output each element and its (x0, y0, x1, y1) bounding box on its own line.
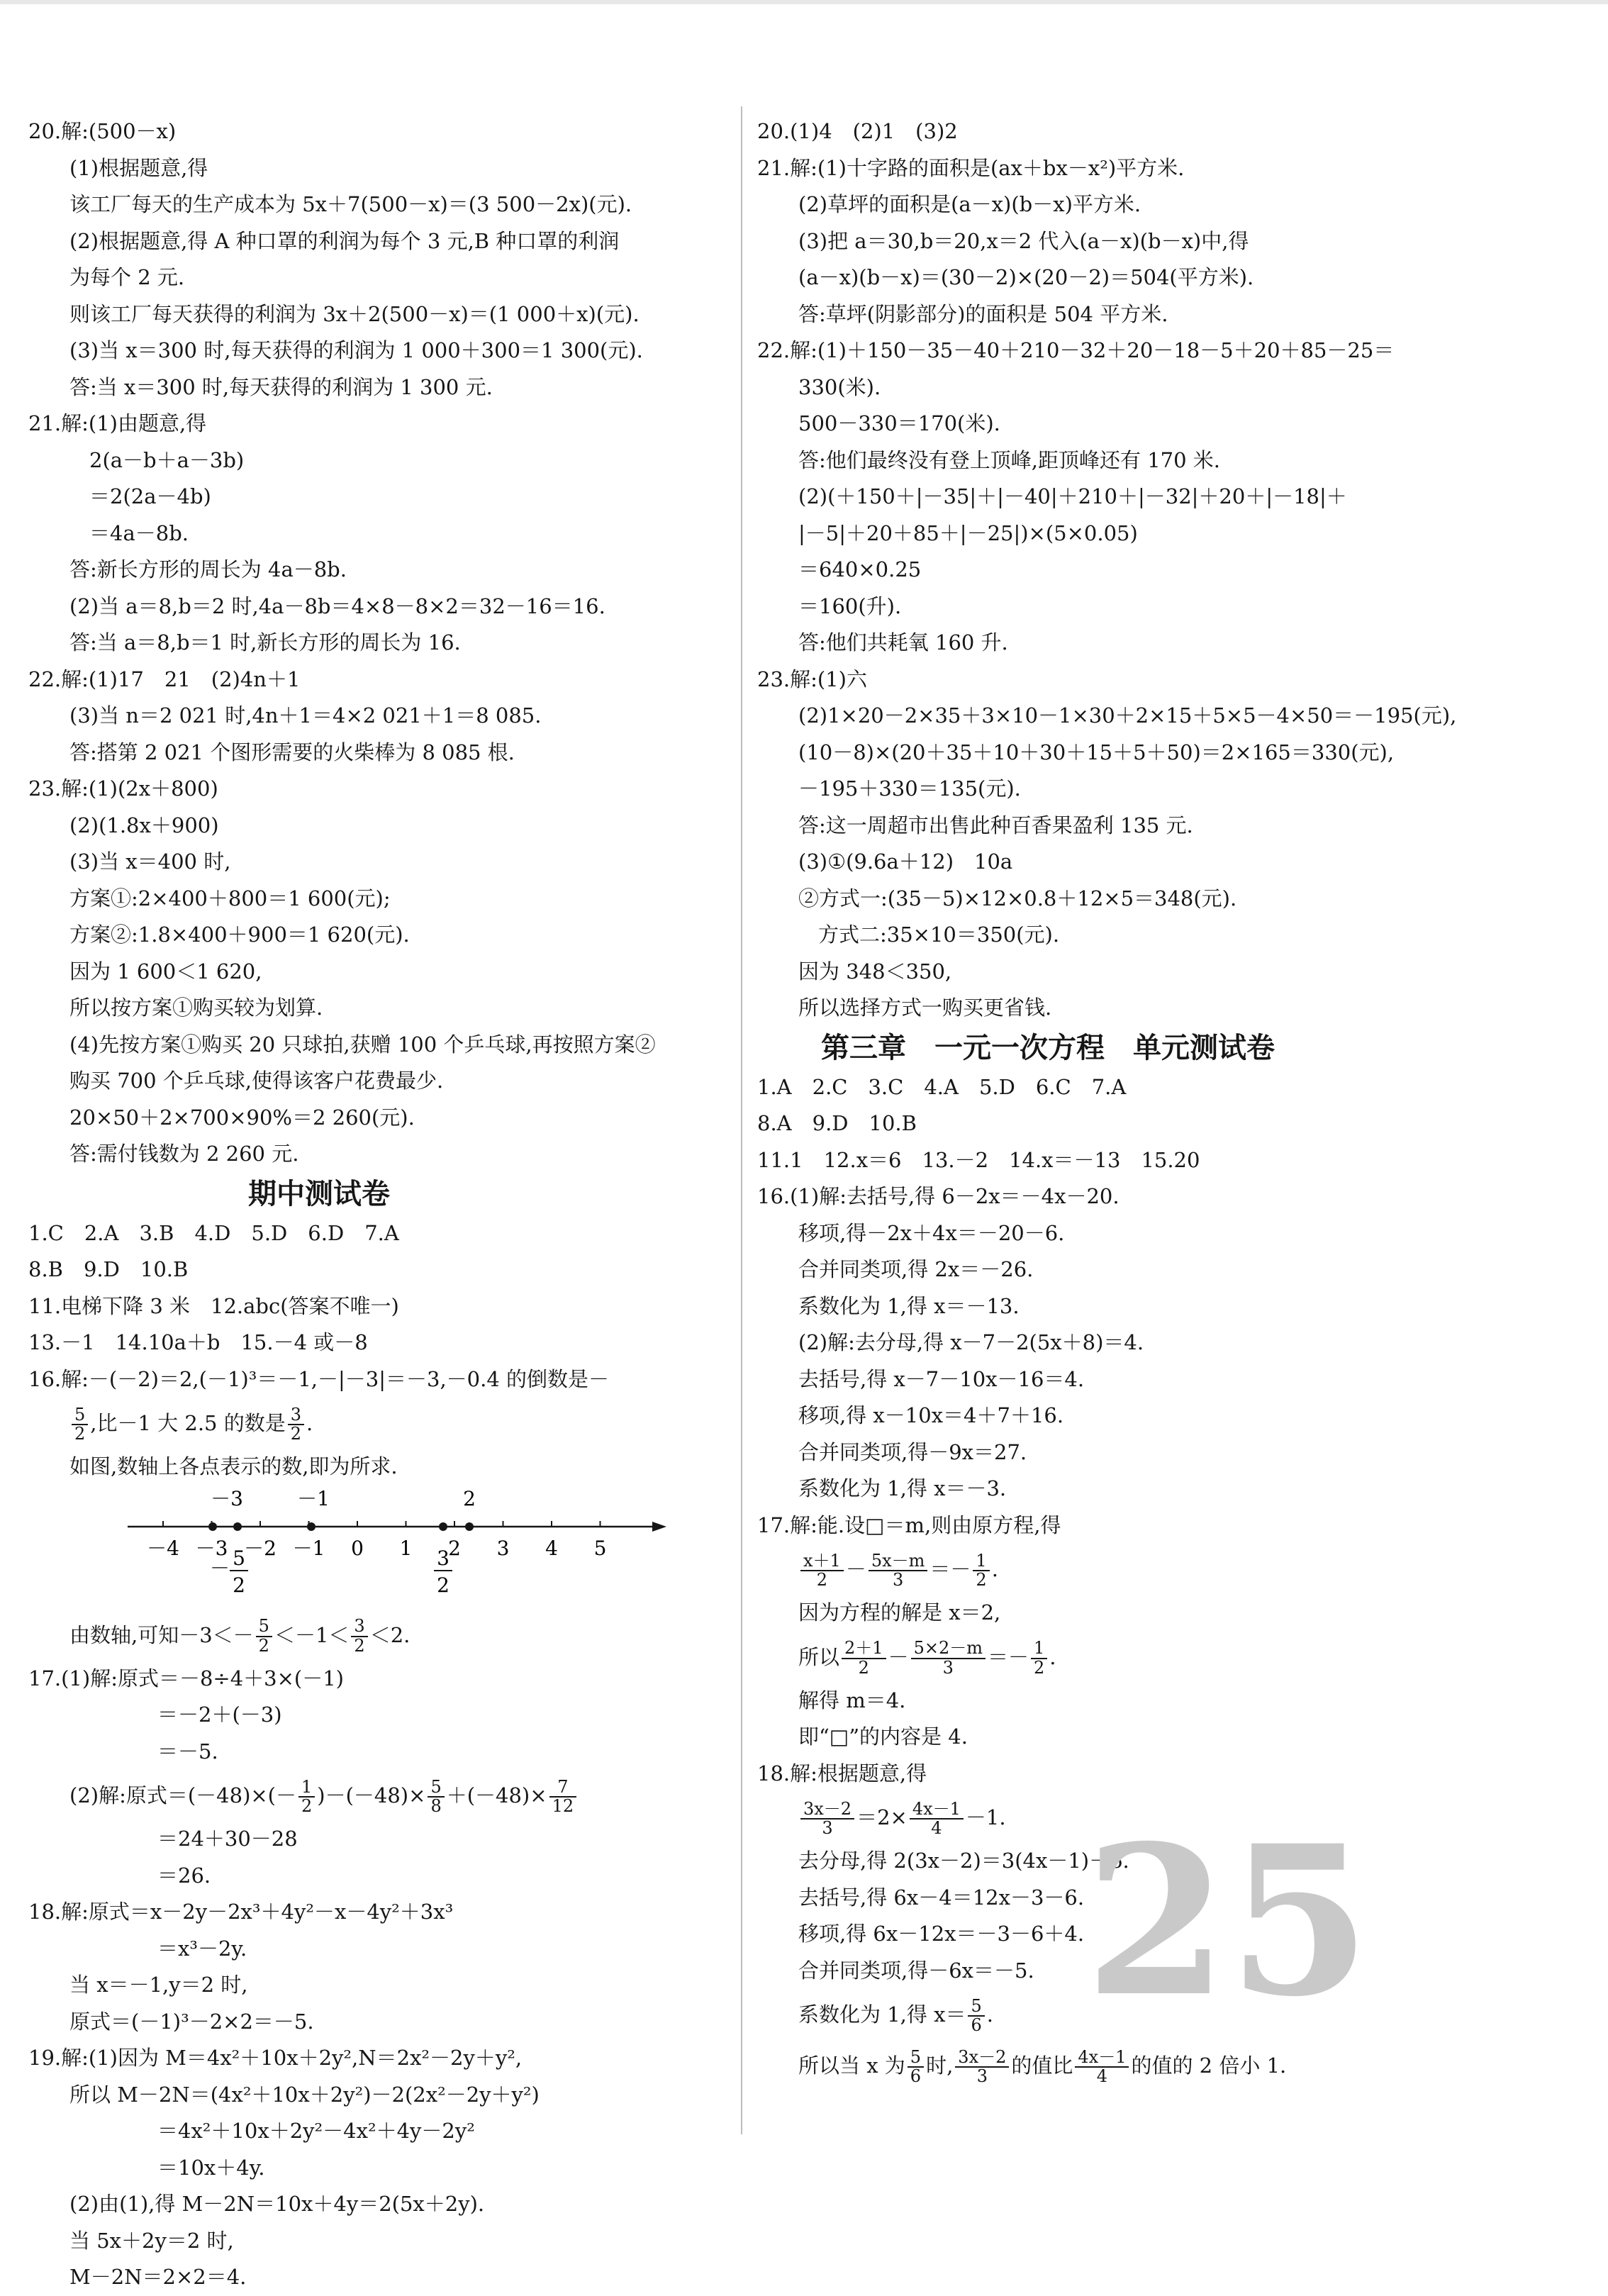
fraction-line: 所以当 x 为 $\frac{5}{6}$ 时, $\frac{3x-2}{3}$ 的值比 $\frac{4x-1}{4}$ 的值的 2 倍小 1. (798, 2046, 1287, 2086)
point-label: －1 (297, 1486, 330, 1510)
answer-line: 答:他们共耗氧 160 升. (798, 630, 1008, 654)
answer-line: 答:新长方形的周长为 4a－8b. (69, 557, 347, 581)
page-number: 25 (1085, 1801, 1371, 2042)
answer-line: 答:当 a＝8,b＝1 时,新长方形的周长为 16. (69, 630, 461, 654)
answer-line: (3)把 a＝30,b＝20,x＝2 代入(a－x)(b－x)中,得 (798, 228, 1249, 253)
point-marker (439, 1522, 447, 1531)
fraction: $\frac{5}{6}$ (968, 1997, 984, 2034)
answer-line: －195＋330＝135(元). (798, 776, 1021, 801)
fraction: $\frac{5}{6}$ (908, 2049, 924, 2085)
answer-line: 合并同类项,得－6x＝－5. (798, 1958, 1034, 1983)
answer-line: 解得 m＝4. (798, 1688, 906, 1712)
answer-line: 移项,得 x－10x＝4＋7＋16. (798, 1403, 1064, 1427)
answer-line: 答:当 x＝300 时,每天获得的利润为 1 300 元. (69, 374, 493, 399)
answer-line: ＝640×0.25 (798, 557, 922, 581)
answer-line: (3)①(9.6a＋12) 10a (798, 849, 1013, 874)
number-line-figure (28, 1486, 730, 1610)
answer-line: 合并同类项,得－9x＝27. (798, 1439, 1027, 1464)
fraction: $\frac{1}{2}$ (298, 1778, 315, 1815)
answer-line: (10－8)×(20＋35＋10＋30＋15＋5＋50)＝2×165＝330(元), (798, 740, 1395, 764)
answer-line: 22.解:(1)17 21 (2)4n＋1 (28, 667, 301, 691)
answer-line: ＝2(2a－4b) (89, 484, 211, 508)
fraction: $\frac{5x-m}{3}$ (869, 1552, 928, 1589)
answer-line: ＝4a－8b. (89, 520, 189, 545)
answer-line: 方案②:1.8×400＋900＝1 620(元). (69, 923, 410, 947)
number-line-svg (28, 1486, 666, 1610)
answer-line: 答:他们最终没有登上顶峰,距顶峰还有 170 米. (798, 447, 1220, 472)
fraction: $\frac{3}{2}$ (351, 1617, 367, 1654)
arrow-head-icon (652, 1522, 666, 1532)
answer-line: 当 x＝－1,y＝2 时, (69, 1973, 248, 1997)
answer-line: 20×50＋2×700×90%＝2 260(元). (69, 1105, 415, 1130)
answer-line: |－5|＋20＋85＋|－25|)×(5×0.05) (798, 520, 1138, 545)
answer-line: 系数化为 1,得 x＝－13. (798, 1293, 1020, 1318)
answer-line: 为每个 2 元. (69, 265, 185, 289)
tick-label: 2 (448, 1536, 461, 1560)
fraction: $\frac{4x-1}{4}$ (910, 1800, 964, 1837)
fraction: $\frac{5}{2}$ (256, 1617, 272, 1654)
answer-line: 500－330＝170(米). (798, 411, 1000, 435)
fraction: $\frac{3x-2}{3}$ (800, 1800, 854, 1837)
answer-line: (2)根据题意,得 A 种口罩的利润为每个 3 元,B 种口罩的利润 (69, 228, 620, 253)
answer-line: (3)当 n＝2 021 时,4n＋1＝4×2 021＋1＝8 085. (69, 703, 542, 728)
point-marker (233, 1522, 242, 1531)
answer-line: 330(米). (798, 374, 881, 399)
answer-line: 因为方程的解是 x＝2, (798, 1600, 1001, 1625)
answer-line: 所以选择方式一购买更省钱. (798, 996, 1052, 1020)
left-column (28, 113, 730, 2296)
tick-label: 3 (496, 1536, 510, 1560)
answer-line: 18.解:原式＝x－2y－2x³＋4y²－x－4y²＋3x³ (28, 1900, 454, 1924)
frac-den: 2 (437, 1573, 450, 1597)
tick-label: －3 (195, 1536, 228, 1560)
answer-line: 18.解:根据题意,得 (757, 1761, 927, 1785)
fraction: $\frac{5}{8}$ (428, 1778, 444, 1815)
fraction: $\frac{7}{12}$ (549, 1778, 577, 1815)
answer-line: 则该工厂每天获得的利润为 3x＋2(500－x)＝(1 000＋x)(元). (69, 301, 640, 326)
answer-line: (2)解:去分母,得 x－7－2(5x＋8)＝4. (798, 1330, 1144, 1354)
fraction-line: $\frac{x+1}{2}$ － $\frac{5x-m}{3}$ ＝－ $\frac{1}{2}$ . (757, 1544, 1473, 1595)
answer-line: M－2N＝2×2＝4. (69, 2265, 247, 2289)
tick-label: 1 (399, 1536, 413, 1560)
fraction-line: $\frac{3x-2}{3}$ ＝2× $\frac{4x-1}{4}$ －1. (757, 1792, 1473, 1843)
answer-line: (2)草坪的面积是(a－x)(b－x)平方米. (798, 192, 1141, 216)
answer-line: 方式二:35×10＝350(元). (818, 923, 1060, 947)
answer-line: 16.(1)解:去括号,得 6－2x＝－4x－20. (757, 1184, 1120, 1208)
point-marker (465, 1522, 474, 1531)
answer-line: 答:搭第 2 021 个图形需要的火柴棒为 8 085 根. (69, 740, 515, 764)
point-marker (307, 1522, 316, 1531)
answer-line: 因为 348＜350, (798, 959, 952, 983)
answer-line: (a－x)(b－x)＝(30－2)×(20－2)＝504(平方米). (798, 265, 1254, 289)
frac-den: 2 (233, 1573, 245, 1597)
answer-line: 系数化为 1,得 x＝－3. (798, 1476, 1007, 1500)
answer-line: ＝160(升). (798, 593, 902, 618)
answer-line: 因为 1 600＜1 620, (69, 959, 262, 983)
answer-line: 答:这一周超市出售此种百香果盈利 135 元. (798, 813, 1193, 837)
fraction: $\frac{1}{2}$ (973, 1552, 989, 1589)
answer-line: 2(a－b＋a－3b) (89, 447, 245, 472)
fraction-line: 所以 $\frac{2+1}{2}$ － $\frac{5\times 2-m}{3}$ ＝－ $\frac{1}{2}$ . (798, 1638, 1056, 1678)
answer-line: 答:需付钱数为 2 260 元. (69, 1142, 299, 1166)
answer-line: (3)当 x＝300 时,每天获得的利润为 1 000＋300＝1 300(元). (69, 338, 643, 362)
fraction-line: 系数化为 1,得 x＝ $\frac{5}{6}$ . (798, 1995, 993, 2035)
answer-line: 原式＝(－1)³－2×2＝－5. (69, 2009, 314, 2034)
tick-label: －1 (292, 1536, 325, 1560)
fraction: $\frac{2+1}{2}$ (842, 1639, 886, 1676)
answer-line: 合并同类项,得 2x＝－26. (798, 1257, 1034, 1281)
answer-line: 所以 M－2N＝(4x²＋10x＋2y²)－2(2x²－2y＋y²) (69, 2082, 540, 2107)
answer-line: 购买 700 个乒乓球,使得该客户花费最少. (69, 1069, 444, 1093)
answer-line: ＝24＋30－28 (157, 1827, 298, 1851)
tick-label: 4 (545, 1536, 558, 1560)
answer-line: 21.解:(1)由题意,得 (28, 411, 207, 435)
right-column (757, 113, 1473, 2091)
answer-line: 所以按方案①购买较为划算. (69, 996, 323, 1020)
answer-line: 去括号,得 x－7－10x－16＝4. (798, 1366, 1085, 1391)
answer-line: ＝26. (157, 1863, 211, 1888)
answer-line: ＝－5. (157, 1739, 218, 1763)
answer-line: 21.解:(1)十字路的面积是(ax＋bx－x²)平方米. (757, 155, 1185, 180)
point-label: 2 (463, 1486, 476, 1510)
fraction: $\frac{5\times 2-m}{3}$ (911, 1639, 986, 1676)
frac-num: 3 (437, 1546, 450, 1570)
answer-line: 当 5x＋2y＝2 时, (69, 2228, 234, 2253)
tick-label: －2 (244, 1536, 277, 1560)
answer-line: 去括号,得 6x－4＝12x－3－6. (798, 1885, 1085, 1910)
answer-line: 方案①:2×400＋800＝1 600(元); (69, 886, 391, 910)
tick-label: 5 (593, 1536, 607, 1560)
answer-line: 去分母,得 2(3x－2)＝3(4x－1)－6. (798, 1849, 1129, 1873)
answer-line: 11.1 12.x＝6 13.－2 14.x＝－13 15.20 (757, 1147, 1200, 1172)
answer-line: ＝4x²＋10x＋2y²－4x²＋4y－2y² (157, 2119, 475, 2143)
answer-line: 20.解:(500－x) (28, 119, 177, 143)
fraction: $\frac{3}{2}$ (288, 1406, 304, 1443)
answer-line: 如图,数轴上各点表示的数,即为所求. (69, 1454, 398, 1478)
answer-line: 16.解:－(－2)＝2,(－1)³＝－1,－|－3|＝－3,－0.4 的倒数是－ (28, 1366, 610, 1391)
column-divider (741, 106, 742, 2134)
fraction: $\frac{5}{2}$ (72, 1406, 88, 1443)
answer-line: 23.解:(1)(2x＋800) (28, 776, 218, 801)
answer-line: 1.A 2.C 3.C 4.A 5.D 6.C 7.A (757, 1074, 1127, 1099)
answer-line: (3)当 x＝400 时, (69, 849, 231, 874)
tick-label: 0 (351, 1536, 364, 1560)
answer-line: (4)先按方案①购买 20 只球拍,获赠 100 个乒乓球,再按照方案② (69, 1032, 656, 1057)
answer-line: ②方式一:(35－5)×12×0.8＋12×5＝348(元). (798, 886, 1237, 910)
answer-line: (2)1×20－2×35＋3×10－1×30＋2×15＋5×5－4×50＝－195(元), (798, 703, 1457, 728)
fraction: $\frac{3x-2}{3}$ (955, 2049, 1009, 2085)
answer-line: ＝10x＋4y. (157, 2155, 265, 2180)
frac-sign: － (209, 1556, 230, 1580)
answer-line: 移项,得 6x－12x＝－3－6＋4. (798, 1922, 1085, 1946)
answer-line: (2)(1.8x＋900) (69, 813, 219, 837)
fraction-line: $\frac{5}{2}$ ,比－1 大 2.5 的数是 $\frac{3}{2}$ . (28, 1398, 730, 1449)
point-marker (208, 1522, 217, 1531)
answer-line: (1)根据题意,得 (69, 155, 208, 180)
answer-line: (2)当 a＝8,b＝2 时,4a－8b＝4×8－8×2＝32－16＝16. (69, 593, 605, 618)
answer-line: 8.B 9.D 10.B (28, 1257, 189, 1281)
fraction: $\frac{4x-1}{4}$ (1075, 2049, 1129, 2085)
point-label: －3 (211, 1486, 243, 1510)
section-heading-midterm: 期中测试卷 (248, 1177, 390, 1210)
top-border (0, 0, 1608, 4)
answer-line: 20.(1)4 (2)1 (3)2 (757, 119, 958, 143)
fraction: $\frac{x+1}{2}$ (800, 1552, 844, 1589)
answer-line: 17.解:能.设□＝m,则由原方程,得 (757, 1512, 1061, 1537)
answer-line: 19.解:(1)因为 M＝4x²＋10x＋2y²,N＝2x²－2y＋y², (28, 2046, 523, 2070)
section-heading-chapter3: 第三章 一元一次方程 单元测试卷 (821, 1031, 1275, 1064)
answer-line: 17.(1)解:原式＝－8÷4＋3×(－1) (28, 1666, 344, 1690)
answer-line: 即“□”的内容是 4. (798, 1724, 968, 1749)
answer-line: 11.电梯下降 3 米 12.abc(答案不唯一) (28, 1293, 399, 1318)
answer-line: (2)由(1),得 M－2N＝10x＋4y＝2(5x＋2y). (69, 2192, 485, 2216)
frac-num: 5 (233, 1546, 245, 1570)
answer-line: ＝－2＋(－3) (157, 1703, 282, 1727)
tick-label: －4 (147, 1536, 179, 1560)
fraction-line: (2)解:原式＝(－48)×(－ $\frac{1}{2}$ )－(－48)× $\frac{5}{8}$ ＋(－48)× $\frac{7}{12}$ (28, 1770, 730, 1821)
answer-line: 移项,得－2x＋4x＝－20－6. (798, 1220, 1065, 1245)
answer-line: 答:草坪(阴影部分)的面积是 504 平方米. (798, 301, 1168, 326)
answer-line: 该工厂每天的生产成本为 5x＋7(500－x)＝(3 500－2x)(元). (69, 192, 632, 216)
answer-line: 23.解:(1)六 (757, 667, 867, 691)
fraction-line: 由数轴,可知－3＜－ $\frac{5}{2}$ ＜－1＜ $\frac{3}{2}$ ＜2. (69, 1616, 411, 1656)
answer-line: (2)(＋150＋|－35|＋|－40|＋210＋|－32|＋20＋|－18|＋ (798, 484, 1347, 508)
answer-line: 22.解:(1)＋150－35－40＋210－32＋20－18－5＋20＋85－25＝ (757, 338, 1395, 362)
answer-line: 1.C 2.A 3.B 4.D 5.D 6.D 7.A (28, 1220, 399, 1245)
answer-line: ＝x³－2y. (157, 1936, 247, 1961)
answer-line: 8.A 9.D 10.B (757, 1111, 917, 1135)
answer-line: 13.－1 14.10a＋b 15.－4 或－8 (28, 1330, 368, 1354)
fraction: $\frac{1}{2}$ (1031, 1639, 1047, 1676)
